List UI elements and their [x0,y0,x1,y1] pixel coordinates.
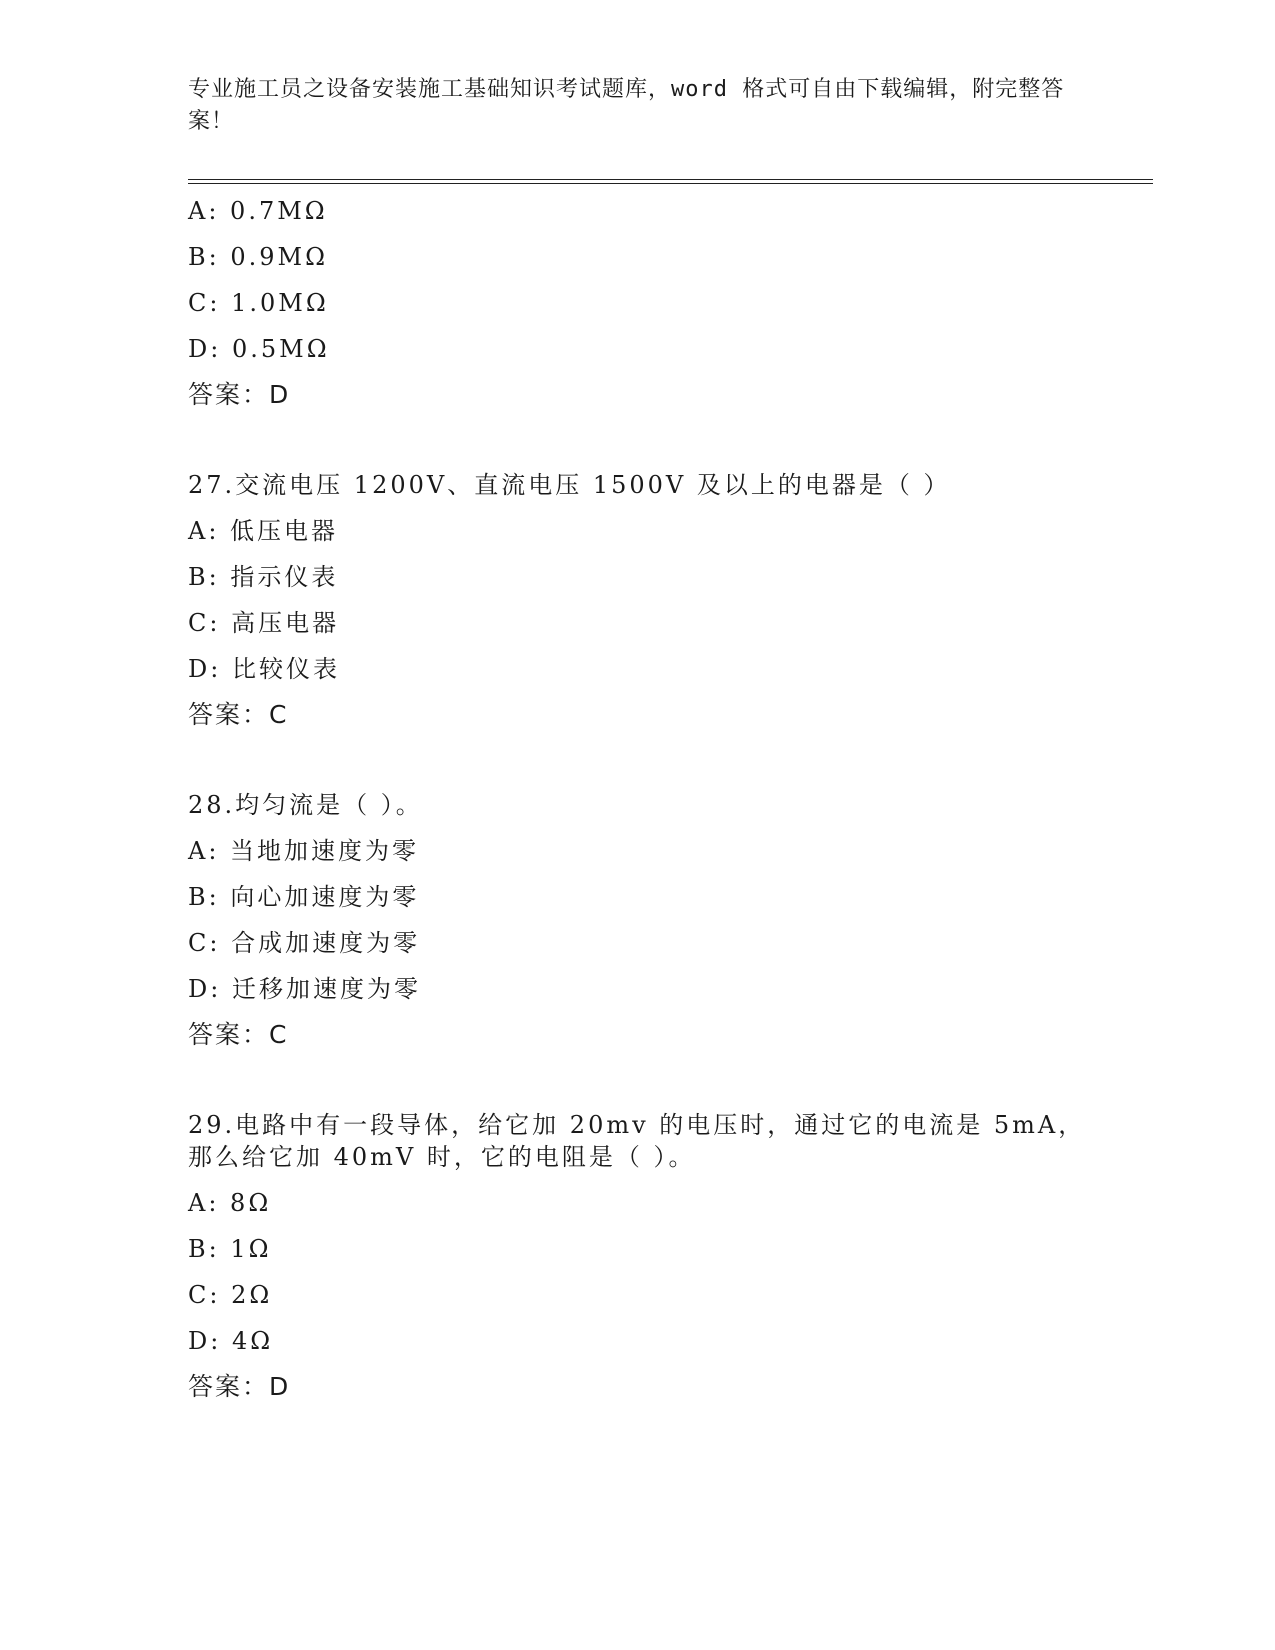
document-header: 专业施工员之设备安装施工基础知识考试题库，word 格式可自由下载编辑，附完整答案！ [188,77,1065,134]
option-d: D: 4Ω [188,1327,274,1355]
option-c: C: 高压电器 [188,609,340,637]
option-a: A: 当地加速度为零 [188,837,420,865]
option-b: B: 指示仪表 [188,563,339,591]
spacer [188,1065,1088,1109]
option-a: A: 低压电器 [188,517,339,545]
option-b: B: 0.9MΩ [188,243,328,271]
option-c: C: 2Ω [188,1281,273,1309]
header-rule-bottom [188,183,1153,184]
answer-line: 答案：C [188,700,289,729]
header-rule-top [188,179,1153,180]
option-c: C: 合成加速度为零 [188,929,421,957]
question-list [188,195,1088,1417]
option-b: B: 向心加速度为零 [188,883,420,911]
question-block-28 [188,789,1088,1051]
option-a: A: 0.7MΩ [188,197,328,225]
question-block-27 [188,469,1088,731]
question-text: 27.交流电压 1200V、直流电压 1500V 及以上的电器是（ ） [188,471,951,499]
option-d: D: 比较仪表 [188,655,340,683]
answer-line: 答案：C [188,1020,289,1049]
question-block-29 [188,1109,1088,1403]
option-a: A: 8Ω [188,1189,272,1217]
spacer [188,425,1088,469]
option-d: D: 迁移加速度为零 [188,975,421,1003]
question-text: 29.电路中有一段导体，给它加 20mv 的电压时，通过它的电流是 5mA，那么给它加 40mV 时，它的电阻是（ ）。 [188,1111,1086,1171]
option-d: D: 0.5MΩ [188,335,330,363]
answer-line: 答案：D [188,380,291,409]
spacer [188,745,1088,789]
answer-line: 答案：D [188,1372,291,1401]
option-b: B: 1Ω [188,1235,272,1263]
question-text: 28.均匀流是（ ）。 [188,791,423,819]
option-c: C: 1.0MΩ [188,289,329,317]
question-block-26 [188,195,1088,411]
